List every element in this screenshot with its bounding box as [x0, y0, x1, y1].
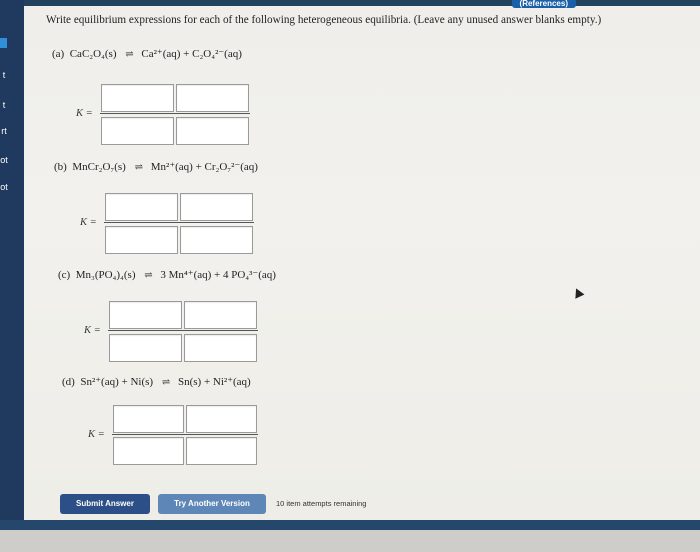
sidebar-label: t — [2, 100, 6, 110]
numerator-input-2[interactable] — [184, 301, 257, 329]
denominator-input-2[interactable] — [176, 117, 249, 145]
attempts-remaining-text: 10 item attempts remaining — [276, 499, 367, 508]
equilibrium-arrow-icon: ⇌ — [125, 49, 133, 60]
equation-products: Sn(s) + Ni²⁺(aq) — [177, 376, 251, 388]
fraction-bar — [112, 434, 258, 435]
equation-a — [52, 47, 242, 60]
denominator-input-1[interactable] — [101, 117, 174, 145]
bottom-area — [0, 530, 700, 552]
fraction-bar — [108, 330, 258, 331]
denominator-input-1[interactable] — [105, 226, 178, 254]
fraction-bar — [100, 113, 250, 114]
equation-reactants: CaC₂O₄(s) — [69, 48, 117, 60]
references-tab[interactable]: (References) — [512, 0, 576, 8]
denominator-input-1[interactable] — [113, 437, 184, 465]
equation-reactants: Mn₃(PO₄)₄(s) — [75, 269, 136, 281]
equation-reactants: Sn²⁺(aq) + Ni(s) — [80, 376, 154, 388]
equation-c — [58, 268, 276, 281]
k-label: K = — [84, 325, 101, 336]
problem-label: (a) — [52, 48, 65, 60]
sidebar-label: ot — [0, 155, 8, 165]
equilibrium-arrow-icon: ⇌ — [144, 270, 152, 281]
numerator-input-1[interactable] — [105, 193, 178, 221]
sidebar-marker — [0, 38, 7, 48]
denominator-input-2[interactable] — [184, 334, 257, 362]
try-another-version-button[interactable]: Try Another Version — [158, 494, 266, 514]
sidebar-label: t — [2, 70, 6, 80]
denominator-input-1[interactable] — [109, 334, 182, 362]
numerator-input-2[interactable] — [180, 193, 253, 221]
top-bar — [24, 0, 700, 6]
bottom-bar — [0, 520, 700, 530]
equation-products: Mn²⁺(aq) + Cr₂O₇²⁻(aq) — [150, 161, 258, 173]
numerator-input-1[interactable] — [101, 84, 174, 112]
problem-label: (b) — [54, 161, 67, 173]
numerator-input-2[interactable] — [186, 405, 257, 433]
denominator-input-2[interactable] — [186, 437, 257, 465]
numerator-input-1[interactable] — [109, 301, 182, 329]
k-label: K = — [80, 217, 97, 228]
equilibrium-arrow-icon: ⇌ — [161, 377, 170, 388]
equilibrium-arrow-icon: ⇌ — [134, 162, 142, 173]
equation-products: 3 Mn⁴⁺(aq) + 4 PO₄³⁻(aq) — [160, 269, 276, 281]
numerator-input-1[interactable] — [113, 405, 184, 433]
equation-b — [54, 160, 258, 173]
denominator-input-2[interactable] — [180, 226, 253, 254]
numerator-input-2[interactable] — [176, 84, 249, 112]
left-sidebar-strip — [0, 0, 24, 552]
sidebar-label: rt — [1, 126, 7, 136]
problem-label: (c) — [58, 269, 71, 281]
instructions-text: Write equilibrium expressions for each of the following heterogeneous equilibria. (Leave any unused answer blanks empty.) — [46, 14, 602, 26]
sidebar-label: ot — [0, 182, 8, 192]
equation-d — [62, 375, 251, 388]
submit-answer-button[interactable]: Submit Answer — [60, 494, 150, 514]
k-label: K = — [88, 429, 105, 440]
equation-reactants: MnCr₂O₇(s) — [72, 161, 126, 173]
fraction-bar — [104, 222, 254, 223]
k-label: K = — [76, 108, 93, 119]
equation-products: Ca²⁺(aq) + C₂O₄²⁻(aq) — [141, 48, 242, 60]
problem-label: (d) — [62, 376, 75, 388]
